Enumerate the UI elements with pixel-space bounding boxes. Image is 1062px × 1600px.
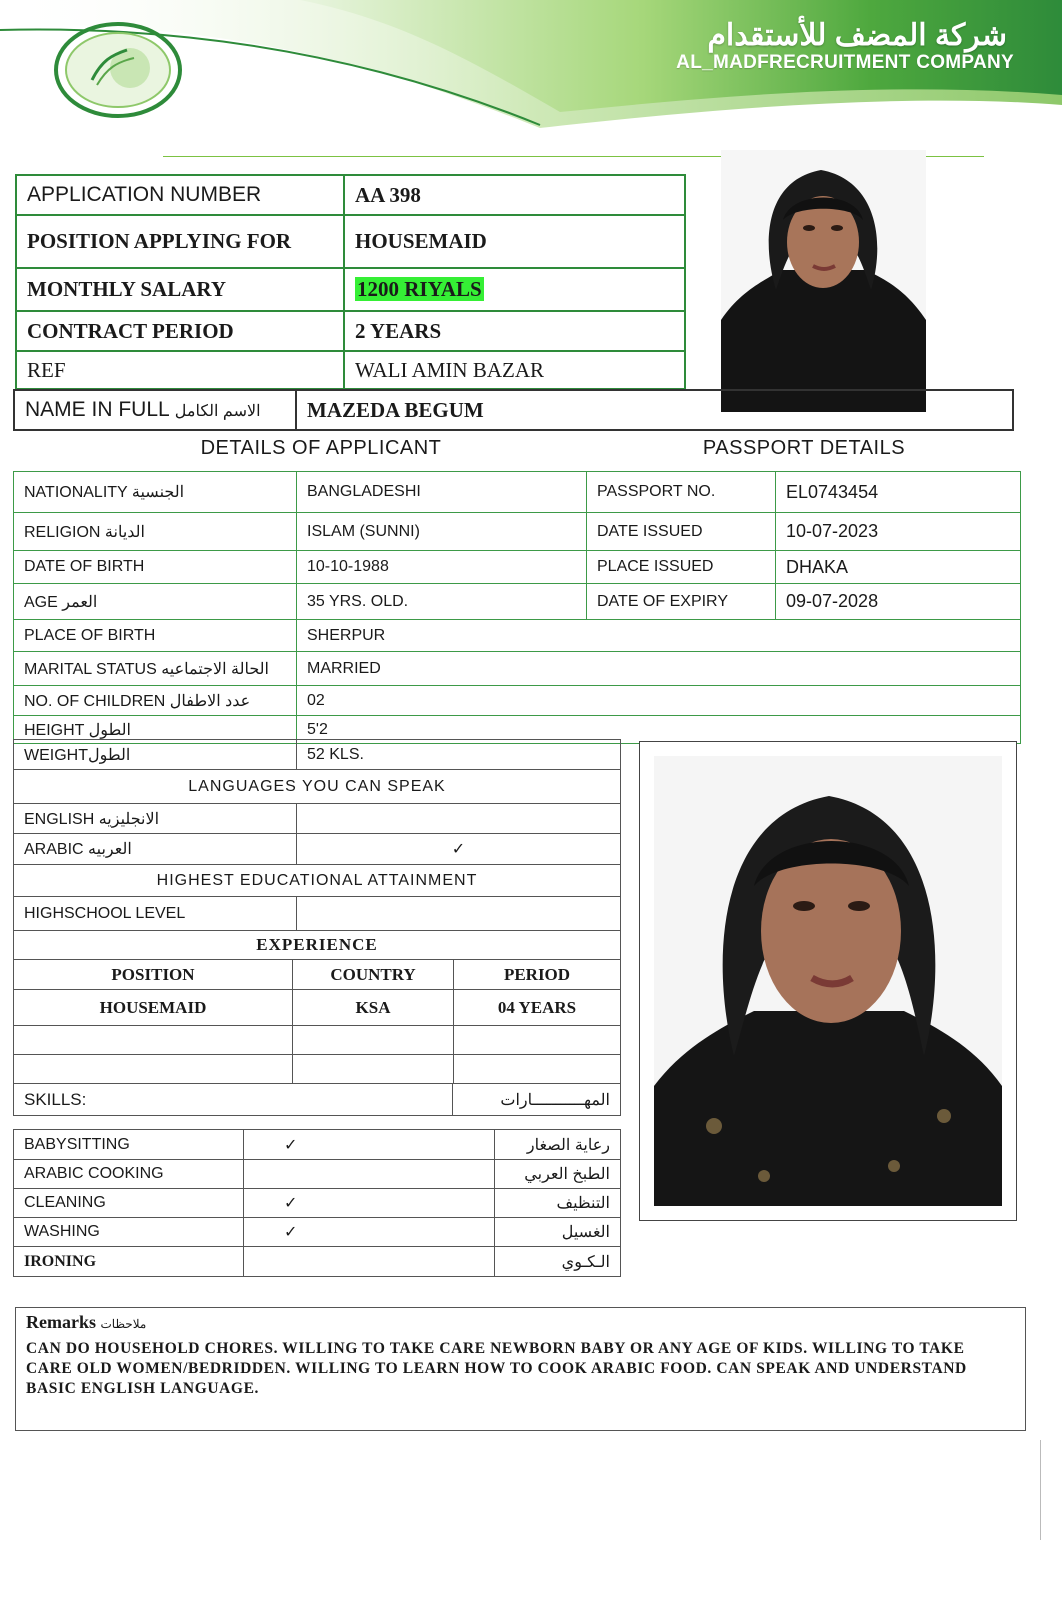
company-logo: [52, 20, 182, 120]
experience-period: 04 YEARS: [454, 990, 621, 1026]
ref-label: REF: [16, 351, 344, 389]
skill-arabic-cooking: ARABIC COOKING: [14, 1160, 244, 1189]
header-banner: [0, 0, 1062, 150]
table-row: [14, 990, 621, 1026]
experience-country: KSA: [293, 990, 454, 1026]
experience-cell: [14, 1055, 293, 1084]
education-title: HIGHEST EDUCATIONAL ATTAINMENT: [14, 865, 621, 897]
experience-position: HOUSEMAID: [14, 990, 293, 1026]
experience-cell: [454, 1026, 621, 1055]
children-value: 02: [297, 686, 1021, 716]
dob-value: 10-10-1988: [297, 551, 587, 584]
skill-ironing-mark: [244, 1247, 495, 1277]
contract-value: 2 YEARS: [344, 311, 685, 351]
skill-ironing: IRONING: [14, 1247, 244, 1277]
ref-value: WALI AMIN BAZAR: [344, 351, 685, 389]
profile-table: [13, 739, 621, 931]
children-label-arabic: عدد الاطفال: [169, 692, 251, 710]
check-icon: ✓: [244, 1189, 495, 1218]
table-row: [14, 1026, 621, 1055]
date-issued-value: 10-07-2023: [776, 513, 1021, 551]
applicant-photo-small: [721, 150, 926, 412]
weight-value: 52 KLS.: [297, 740, 621, 770]
religion-label: RELIGION: [24, 523, 101, 541]
position-value: HOUSEMAID: [344, 215, 685, 268]
passport-no-value: EL0743454: [776, 472, 1021, 513]
arabic-label: ARABIC: [24, 841, 84, 858]
nationality-label-arabic: الجنسية: [131, 484, 185, 501]
date-expiry-label: DATE OF EXPIRY: [587, 584, 776, 620]
page-edge: [1040, 1440, 1041, 1540]
age-label: AGE: [24, 593, 58, 611]
children-label: NO. OF CHILDREN: [24, 692, 166, 710]
remarks-title-arabic: ملاحظات: [100, 1317, 147, 1331]
date-issued-label: DATE ISSUED: [587, 513, 776, 551]
pob-label: PLACE OF BIRTH: [14, 620, 297, 652]
height-label: HEIGHT: [24, 721, 85, 739]
experience-cell: [14, 1026, 293, 1055]
application-number-label: APPLICATION NUMBER: [16, 175, 344, 215]
skill-cleaning: CLEANING: [14, 1189, 244, 1218]
check-icon: ✓: [244, 1130, 495, 1160]
religion-label-arabic: الديانة: [104, 523, 145, 541]
skill-washing-arabic: الغسيل: [495, 1218, 621, 1247]
details-section-title: DETAILS OF APPLICANT: [200, 437, 442, 459]
weight-label-arabic: الطول: [88, 746, 131, 764]
english-mark: [297, 804, 621, 834]
remarks-box: [15, 1307, 1026, 1431]
skills-label-arabic: المهـــــــــــارات: [453, 1084, 621, 1116]
company-name-english: AL_MADFRECRUITMENT COMPANY: [676, 52, 1014, 73]
remarks-title: Remarks: [26, 1312, 96, 1332]
divider-line: [926, 156, 984, 157]
table-row: [14, 1160, 621, 1189]
education-level: HIGHSCHOOL LEVEL: [14, 897, 297, 931]
applicant-photo-large: [639, 741, 1017, 1221]
marital-value: MARRIED: [297, 652, 1021, 686]
marital-label-arabic: الحالة الاجتماعيه: [161, 660, 269, 678]
age-value: 35 YRS. OLD.: [297, 584, 587, 620]
contract-label: CONTRACT PERIOD: [16, 311, 344, 351]
table-row: [14, 1055, 621, 1084]
skills-label: SKILLS:: [14, 1084, 453, 1116]
place-issued-value: DHAKA: [776, 551, 1021, 584]
table-row: [14, 1189, 621, 1218]
applicant-details-table: [13, 471, 1021, 744]
skill-arabic-cooking-mark: [244, 1160, 495, 1189]
skill-babysitting-arabic: رعاية الصغار: [495, 1130, 621, 1160]
english-label-arabic: الانجليزيه: [98, 810, 160, 828]
experience-header-position: POSITION: [14, 960, 293, 990]
skill-ironing-arabic: الـكـوي: [495, 1247, 621, 1277]
nationality-label: NATIONALITY: [24, 484, 128, 501]
application-info-table: [15, 174, 686, 390]
dob-label: DATE OF BIRTH: [14, 551, 297, 584]
marital-label: MARITAL STATUS: [24, 660, 157, 678]
full-name-row: [13, 389, 1014, 431]
skills-header: [13, 1083, 621, 1116]
skill-babysitting: BABYSITTING: [14, 1130, 244, 1160]
table-row: [14, 1130, 621, 1160]
skill-washing: WASHING: [14, 1218, 244, 1247]
table-row: [14, 1218, 621, 1247]
experience-title: EXPERIENCE: [14, 931, 621, 960]
arabic-label-arabic: العربيه: [88, 841, 132, 858]
skill-cleaning-arabic: التنظيف: [495, 1189, 621, 1218]
pob-value: SHERPUR: [297, 620, 1021, 652]
passport-no-label: PASSPORT NO.: [587, 472, 776, 513]
height-value: 5'2: [297, 716, 1021, 744]
skills-table: [13, 1129, 621, 1277]
salary-value: 1200 RIYALS: [357, 277, 482, 301]
table-row: [14, 1247, 621, 1277]
full-name-value: MAZEDA BEGUM: [296, 390, 1013, 430]
application-number-value: AA 398: [344, 175, 685, 215]
religion-value: ISLAM (SUNNI): [297, 513, 587, 551]
weight-label: WEIGHT: [24, 746, 88, 764]
skill-arabic-cooking-arabic: الطبخ العربي: [495, 1160, 621, 1189]
divider-line: [163, 156, 721, 157]
experience-cell: [293, 1055, 454, 1084]
place-issued-label: PLACE ISSUED: [587, 551, 776, 584]
experience-cell: [293, 1026, 454, 1055]
nationality-value: BANGLADESHI: [297, 472, 587, 513]
position-label: POSITION APPLYING FOR: [16, 215, 344, 268]
check-icon: ✓: [244, 1218, 495, 1247]
remarks-text: CAN DO HOUSEHOLD CHORES. WILLING TO TAKE CARE NEWBORN BABY OR ANY AGE OF KIDS. WILLING TO TAKE CARE OLD WOMEN/BEDRIDDEN. WILLING TO LEARN HOW TO COOK ARABIC FOOD. CAN SPEAK AND UNDERSTAND BASIC ENGLISH LANGUAGE.: [26, 1340, 967, 1397]
languages-title: LANGUAGES YOU CAN SPEAK: [14, 770, 621, 804]
name-label-arabic: الاسم الكامل: [174, 403, 261, 420]
name-label: NAME IN FULL: [25, 398, 169, 421]
height-label-arabic: الطول: [88, 721, 131, 739]
check-icon: ✓: [297, 834, 621, 865]
experience-header-period: PERIOD: [454, 960, 621, 990]
date-expiry-value: 09-07-2028: [776, 584, 1021, 620]
age-label-arabic: العمر: [62, 593, 98, 611]
salary-label: MONTHLY SALARY: [16, 268, 344, 311]
passport-section-title: PASSPORT DETAILS: [702, 437, 906, 459]
experience-header-country: COUNTRY: [293, 960, 454, 990]
experience-table: [13, 930, 621, 1084]
experience-cell: [454, 1055, 621, 1084]
english-label: ENGLISH: [24, 810, 95, 828]
company-name-arabic: شركة المضف للأستقدام: [707, 19, 1007, 52]
